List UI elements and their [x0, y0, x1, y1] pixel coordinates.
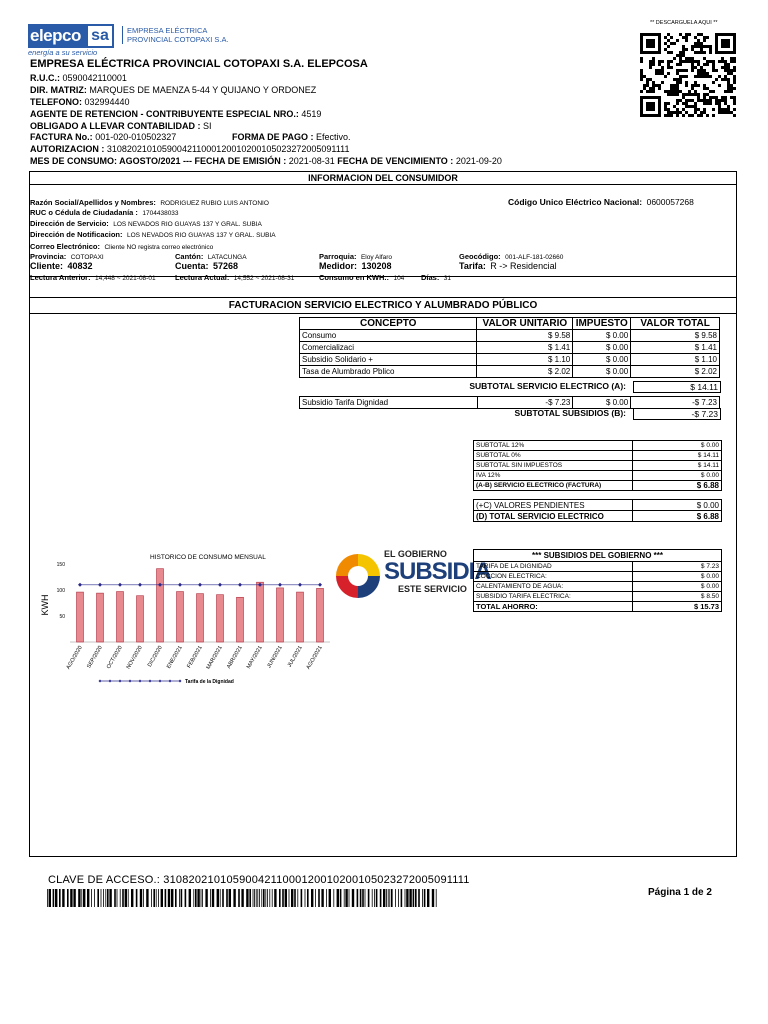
dignity-tariff-point [198, 583, 202, 587]
ruc-cedula-label: RUC o Cédula de Ciudadanía : [30, 208, 138, 217]
table-row [474, 582, 722, 592]
autorizacion-line [30, 143, 349, 155]
pend-value: $ 0.00 [633, 500, 722, 511]
x-tick-label: NOV/2020 [125, 645, 144, 671]
chart-bar [197, 594, 204, 642]
ruc-label: R.U.C.: [30, 73, 60, 83]
factura-line [30, 131, 176, 143]
total-ahorro-label: TOTAL AHORRO: [474, 602, 633, 612]
subsidy-logo-line3: ESTE SERVICIO [398, 584, 467, 594]
x-tick-label: OCT/2020 [105, 645, 124, 670]
summary-label: SUBTOTAL 12% [474, 441, 633, 451]
lectura-anterior-label: Lectura Anterior: [30, 273, 91, 282]
concepto-cell: Tasa de Alumbrado Pblico [300, 366, 477, 378]
chart-bar [317, 588, 324, 642]
geocodigo-value: 001-ALF-181-02660 [505, 254, 564, 261]
summary-table [473, 440, 722, 491]
subtotal-a-value: $ 14.11 [633, 381, 721, 393]
consumption-chart [40, 547, 340, 697]
chart-bar [137, 596, 144, 642]
forma-pago-value: Efectivo. [316, 132, 351, 142]
lectura-actual-value: 14,552 ~ 2021-08-31 [233, 275, 295, 282]
dignity-tariff-point [318, 583, 322, 587]
dignity-tariff-point [78, 583, 82, 587]
x-tick-label: ENE/2021 [165, 645, 184, 670]
clave-acceso-line [48, 874, 470, 886]
dignity-tariff-point [178, 583, 182, 587]
chart-bar [77, 592, 84, 642]
x-tick-label: JUL/2021 [286, 645, 304, 669]
gov-subsidies-header [474, 550, 722, 562]
table-row [474, 602, 722, 612]
table-row [474, 471, 722, 481]
canton-value: LATACUNGA [207, 254, 247, 261]
correo-label: Correo Electrónico: [30, 242, 101, 251]
agente-label: AGENTE DE RETENCION - CONTRIBUYENTE ESPECIAL NRO.: [30, 109, 299, 119]
chart-bar [297, 592, 304, 642]
subtotal-b-label: SUBTOTAL SUBSIDIOS (B): [514, 408, 626, 418]
provincia-label: Provincia: [30, 252, 67, 261]
table-row [474, 451, 722, 461]
valor-total-cell: $ 9.58 [631, 330, 720, 342]
chart-bar [257, 582, 264, 642]
total-ahorro-value: $ 15.73 [633, 602, 722, 612]
autorizacion-label: AUTORIZACION : [30, 144, 105, 154]
x-tick-label: AGO/2020 [65, 645, 84, 671]
concepto-cell: Subsidio Solidario + [300, 354, 477, 366]
table-row [474, 572, 722, 582]
lectura-anterior-line [30, 267, 156, 285]
ruc-cedula-value: 1704438033 [142, 210, 179, 217]
subsidy-value: $ 0.00 [633, 572, 722, 582]
total-label: (D) TOTAL SERVICIO ELECTRICO [474, 511, 633, 522]
chart-bar [177, 592, 184, 642]
subsidy-logo-line1: EL GOBIERNO [384, 549, 447, 559]
table-row [300, 397, 720, 409]
impuesto-cell: $ 0.00 [573, 330, 631, 342]
summary-value: $ 0.00 [633, 471, 722, 481]
legend-marker [159, 680, 162, 683]
clave-value: 3108202101059004211000120010200105023272005091111 [163, 874, 470, 886]
parroquia-label: Parroquia: [319, 252, 357, 261]
summary-value: $ 14.11 [633, 451, 722, 461]
mes-label: MES DE CONSUMO: AGOSTO/2021 --- FECHA DE EMISIÓN : [30, 156, 287, 166]
chart-bar [237, 597, 244, 642]
valor-unitario-cell: $ 1.41 [477, 342, 573, 354]
x-tick-label: ABR/2021 [225, 645, 244, 670]
legend-marker [119, 680, 122, 683]
legend-marker [179, 680, 182, 683]
logo-company-line2: PROVINCIAL COTOPAXI S.A. [127, 35, 229, 44]
table-row [474, 562, 722, 572]
dignity-tariff-point [118, 583, 122, 587]
dir-not-value: LOS NEVADOS RIO GUAYAS 137 Y GRAL. SUBIA [126, 232, 276, 239]
forma-pago-label: FORMA DE PAGO : [232, 132, 314, 142]
lectura-actual-line [175, 267, 294, 285]
table-row [300, 366, 720, 378]
summary-label: (A-B) SERVICIO ELECTRICO (FACTURA) [474, 481, 633, 491]
table-row [474, 441, 722, 451]
subtotal-a-label: SUBTOTAL SERVICIO ELECTRICO (A): [469, 381, 626, 391]
canton-label: Cantón: [175, 252, 204, 261]
x-tick-label: JUN/2021 [266, 645, 284, 670]
x-tick-label: DIC/2020 [146, 645, 164, 669]
subsidy-swirl-logo [332, 550, 384, 602]
chart-bar [277, 588, 284, 642]
chart-bar [217, 595, 224, 642]
valor-total-cell: $ 2.02 [631, 366, 720, 378]
parroquia-value: Eloy Alfaro [360, 254, 393, 261]
razon-value: RODRIGUEZ RUBIO LUIS ANTONIO [160, 200, 269, 207]
consumo-kwh-line [319, 267, 404, 285]
chart-bar [117, 592, 124, 642]
chart-ylabel: KWH [40, 594, 50, 616]
summary-label: SUBTOTAL 0% [474, 451, 633, 461]
consumo-kwh-label: Consumo en KWH.: [319, 273, 389, 282]
venc-value: 2021-09-20 [455, 156, 502, 166]
summary-value: $ 0.00 [633, 441, 722, 451]
chart-bar [157, 569, 164, 642]
agente-line [30, 108, 321, 120]
x-tick-label: SEP/2020 [86, 645, 104, 670]
summary-value: $ 6.88 [633, 481, 722, 491]
dignity-tariff-point [298, 583, 302, 587]
subsidy-label: CALENTAMIENTO DE AGUA: [474, 582, 633, 592]
logo-sa-badge [86, 24, 114, 48]
company-name: EMPRESA ELÉCTRICA PROVINCIAL COTOPAXI S.A. ELEPCOSA [30, 58, 368, 70]
logo-company-name [122, 26, 229, 44]
table-row [474, 461, 722, 471]
legend-marker [169, 680, 172, 683]
correo-value: Cliente NO registra correo electrónico [104, 244, 214, 251]
dir-value: MARQUES DE MAENZA 5-44 Y QUIJANO Y ORDONEZ [89, 85, 317, 95]
logo-tagline: energía a su servicio [28, 48, 98, 57]
legend-marker [99, 680, 102, 683]
consumo-kwh-value: 104 [393, 275, 405, 282]
dignity-tariff-point [278, 583, 282, 587]
legend-label: Tarifa de la Dignidad [185, 679, 234, 685]
col-impuesto: IMPUESTO [573, 318, 631, 330]
geocodigo-label: Geocódigo: [459, 252, 501, 261]
medidor-label: Medidor: [319, 261, 357, 271]
subsidy-label: SUBSIDIO TARIFA ELECTRICA: [474, 592, 633, 602]
tel-label: TELEFONO: [30, 97, 82, 107]
codigo-label: Código Unico Eléctrico Nacional: [508, 197, 643, 207]
cliente-label: Cliente: [30, 261, 64, 271]
valor-unitario-cell: $ 1.10 [477, 354, 573, 366]
tel-value: 032994440 [84, 97, 130, 107]
logo-main-text: elepco [30, 26, 81, 45]
cliente-value: 40832 [67, 261, 93, 271]
venc-label: FECHA DE VENCIMIENTO : [337, 156, 454, 166]
dias-value: 31 [443, 275, 452, 282]
barcode [47, 889, 437, 907]
logo-sa-text: sa [91, 27, 109, 44]
table-row [474, 511, 722, 522]
x-tick-label: FEB/2021 [186, 645, 204, 670]
valor-total-cell: -$ 7.23 [631, 397, 720, 409]
legend-marker [149, 680, 152, 683]
y-tick-label: 50 [59, 614, 65, 620]
lectura-actual-label: Lectura Actual: [175, 273, 230, 282]
company-logo [28, 24, 88, 48]
tel-line [30, 96, 130, 108]
valor-total-cell: $ 1.10 [631, 354, 720, 366]
table-row [474, 481, 722, 491]
concepto-cell: Comercializaci [300, 342, 477, 354]
cuenta-value: 57268 [212, 261, 238, 271]
dir-not-label: Dirección de Notificacion: [30, 230, 123, 239]
table-row [300, 342, 720, 354]
chart-bar [97, 593, 104, 642]
dignity-tariff-point [238, 583, 242, 587]
codigo-line [508, 192, 694, 210]
x-tick-label: MAY/2021 [245, 645, 264, 670]
page-number: Página 1 de 2 [648, 887, 712, 898]
qr-caption: ** DESCARGUELA AQUI ** [650, 20, 718, 26]
tarifa-label: Tarifa: [459, 261, 486, 271]
col-valor-total: VALOR TOTAL [631, 318, 720, 330]
dias-label: Días: [421, 273, 440, 282]
codigo-value: 0600057268 [646, 197, 694, 207]
tarifa-line [459, 256, 557, 274]
impuesto-cell: $ 0.00 [573, 366, 631, 378]
subsidy-label: TARIFA DE LA DIGNIDAD [474, 562, 633, 572]
concepto-cell: Consumo [300, 330, 477, 342]
pend-label: (+C) VALORES PENDIENTES [474, 500, 633, 511]
dir-label: DIR. MATRIZ: [30, 85, 87, 95]
dignity-tariff-point [218, 583, 222, 587]
valor-unitario-cell: -$ 7.23 [477, 397, 573, 409]
razon-label: Razón Social/Apellidos y Nombres: [30, 198, 156, 207]
chart-title: HISTORICO DE CONSUMO MENSUAL [150, 554, 266, 561]
billing-section-title: FACTURACION SERVICIO ELECTRICO Y ALUMBRADO PÚBLICO [29, 297, 737, 314]
dignity-tariff-point [138, 583, 142, 587]
legend-marker [129, 680, 132, 683]
obligado-value: SI [203, 121, 212, 131]
lectura-anterior-value: 14,448 ~ 2021-08-01 [95, 275, 156, 282]
agente-value: 4519 [301, 109, 322, 119]
col-concepto: CONCEPTO [300, 318, 477, 330]
gov-subsidies-table [473, 549, 722, 612]
subsidy-value: $ 0.00 [633, 582, 722, 592]
subtotal-b-value: -$ 7.23 [633, 408, 721, 420]
dir-line [30, 84, 316, 96]
forma-pago-line [232, 131, 351, 143]
x-tick-label: AGO/2021 [305, 645, 324, 671]
autorizacion-value: 3108202101059004211000120010200105023272005091111 [106, 144, 350, 154]
fechas-line [30, 155, 502, 167]
y-tick-label: 100 [56, 588, 65, 594]
legend-marker [109, 680, 112, 683]
billing-header-row [300, 318, 720, 330]
subsidy-value: $ 8.50 [633, 592, 722, 602]
ruc-line [30, 72, 127, 84]
emision-value: 2021-08-31 [288, 156, 335, 166]
cuenta-label: Cuenta: [175, 261, 209, 271]
concepto-cell: Subsidio Tarifa Dignidad [300, 397, 478, 409]
valor-unitario-cell: $ 9.58 [477, 330, 573, 342]
clave-label: CLAVE DE ACCESO.: [48, 874, 161, 886]
qr-code[interactable] [640, 33, 736, 117]
consumer-section-title: INFORMACION DEL CONSUMIDOR [29, 171, 737, 185]
subsidy-value: $ 7.23 [633, 562, 722, 572]
obligado-label: OBLIGADO A LLEVAR CONTABILIDAD : [30, 121, 201, 131]
valor-total-cell: $ 1.41 [631, 342, 720, 354]
summary-label: SUBTOTAL SIN IMPUESTOS [474, 461, 633, 471]
y-tick-label: 150 [56, 562, 65, 568]
dir-serv-label: Dirección de Servicio: [30, 219, 109, 228]
provincia-value: COTOPAXI [70, 254, 104, 261]
total-table [473, 499, 722, 522]
medidor-value: 130208 [361, 261, 392, 271]
logo-company-line1: EMPRESA ELÉCTRICA [127, 26, 208, 35]
table-row [300, 330, 720, 342]
x-tick-label: MAR/2021 [205, 645, 224, 671]
impuesto-cell: $ 0.00 [573, 342, 631, 354]
col-valor-unitario: VALOR UNITARIO [477, 318, 573, 330]
subsidy-logo-line2: SUBSIDIA [384, 558, 491, 585]
table-row [474, 592, 722, 602]
subsidy-label: COCCION ELECTRICA: [474, 572, 633, 582]
dias-line [421, 267, 451, 285]
table-row [300, 354, 720, 366]
factura-label: FACTURA No.: [30, 132, 93, 142]
factura-value: 001-020-010502327 [95, 132, 177, 142]
ruc-value: 0590042110001 [62, 73, 127, 83]
gov-subsidies-title: *** SUBSIDIOS DEL GOBIERNO *** [474, 550, 722, 562]
dignity-tariff-point [98, 583, 102, 587]
summary-label: IVA 12% [474, 471, 633, 481]
impuesto-cell: $ 0.00 [573, 354, 631, 366]
summary-value: $ 14.11 [633, 461, 722, 471]
dir-serv-value: LOS NEVADOS RIO GUAYAS 137 Y GRAL. SUBIA [113, 221, 262, 228]
tarifa-value: R -> Residencial [490, 261, 557, 271]
total-value: $ 6.88 [633, 511, 722, 522]
impuesto-cell: $ 0.00 [573, 397, 631, 409]
valor-unitario-cell: $ 2.02 [477, 366, 573, 378]
legend-marker [139, 680, 142, 683]
table-row [474, 500, 722, 511]
billing-table [299, 317, 720, 378]
